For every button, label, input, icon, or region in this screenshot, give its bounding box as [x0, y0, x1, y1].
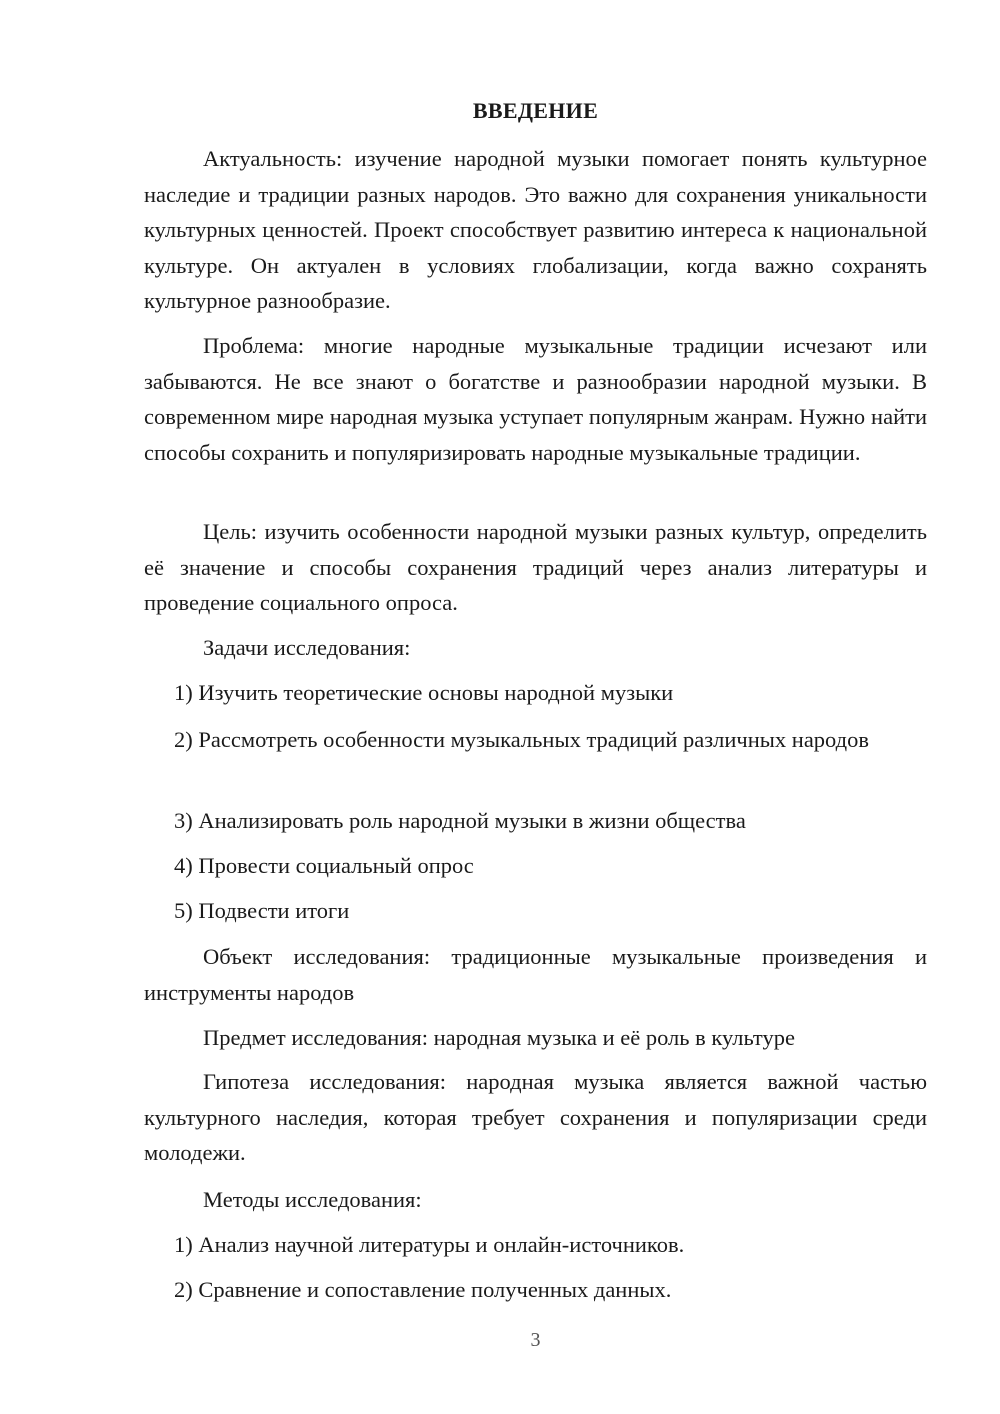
task-item-5: 5) Подвести итоги — [174, 898, 350, 923]
paragraph-relevance: Актуальность: изучение народной музыки помогает понять культурное наследие и традиции разных народов. Это важно для сохранения уникальности культурных ценностей. Проект способствует развитию интереса к национальной культуре. Он актуален в условиях глобализации, когда важно сохранять культурное разнообразие. — [144, 146, 927, 314]
tasks-heading: Задачи исследования: — [203, 635, 411, 660]
paragraph-goal: Цель: изучить особенности народной музыки разных культур, определить её значение и способы сохранения традиций через анализ литературы и проведение социального опроса. — [144, 519, 927, 616]
page-title: ВВЕДЕНИЕ — [472, 98, 599, 123]
paragraph-subject: Предмет исследования: народная музыка и её роль в культуре — [203, 1025, 795, 1050]
task-item-2: 2) Рассмотреть особенности музыкальных традиций различных народов — [174, 727, 869, 752]
paragraph-problem: Проблема: многие народные музыкальные традиции исчезают или забываются. Не все знают о богатстве и разнообразии народной музыки. В современном мире народная музыка уступает популярным жанрам. Нужно найти способы сохранить и популяризировать народные музыкальные традиции. — [144, 333, 927, 465]
task-item-4: 4) Провести социальный опрос — [174, 853, 474, 878]
method-item-1: 1) Анализ научной литературы и онлайн-источников. — [174, 1232, 685, 1257]
methods-heading: Методы исследования: — [203, 1187, 422, 1212]
task-item-1: 1) Изучить теоретические основы народной музыки — [174, 680, 674, 705]
paragraph-object: Объект исследования: традиционные музыкальные произведения и инструменты народов — [144, 944, 927, 1005]
document-page — [144, 0, 927, 1414]
page-number: 3 — [530, 1329, 541, 1351]
task-item-3: 3) Анализировать роль народной музыки в жизни общества — [174, 808, 746, 833]
method-item-2: 2) Сравнение и сопоставление полученных данных. — [174, 1277, 672, 1302]
paragraph-hypothesis: Гипотеза исследования: народная музыка является важной частью культурного наследия, которая требует сохранения и популяризации среди молодежи. — [144, 1069, 927, 1166]
